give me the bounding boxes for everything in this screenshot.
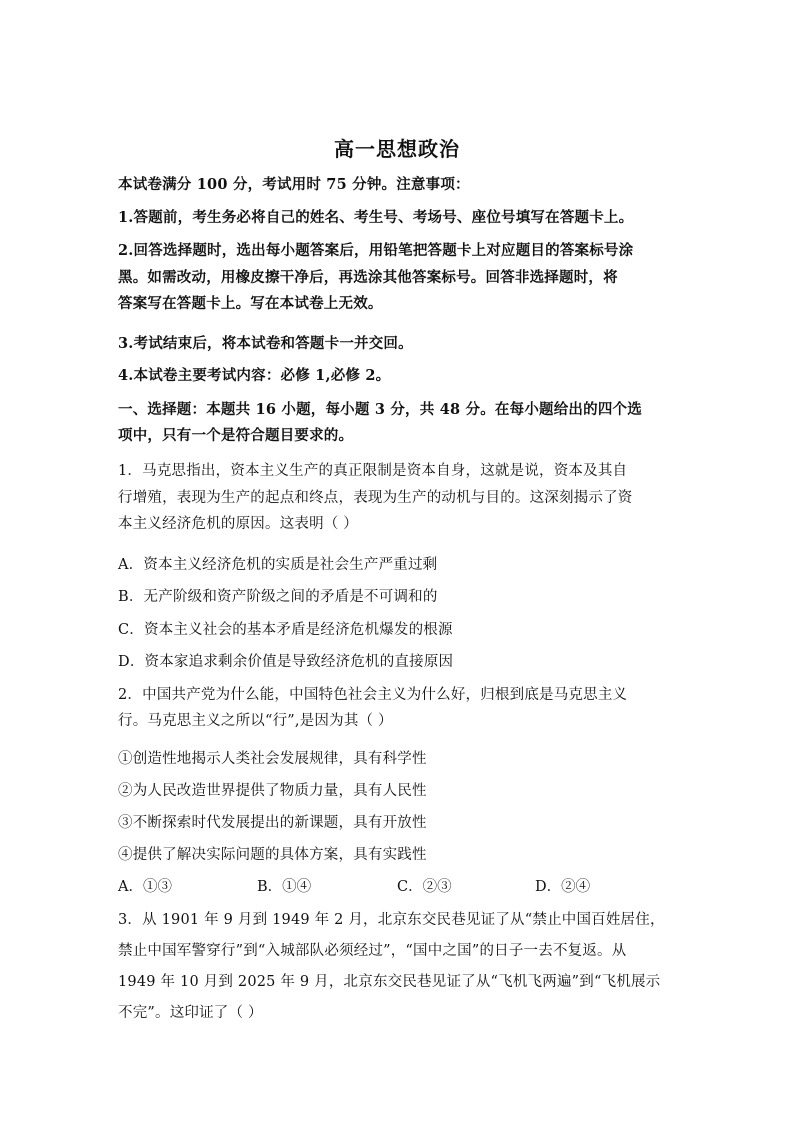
question-3-stem-line-2: 禁止中国军警穿行”到“入城部队必须经过”，“国中之国”的日子一去不复返。从 bbox=[118, 943, 627, 959]
question-2-statement-1: ①创造性地揭示人类社会发展规律，具有科学性 bbox=[118, 751, 427, 767]
question-2-option-a: A．①③ bbox=[118, 879, 172, 895]
question-1-stem-line-2: 行增殖，表现为生产的起点和终点，表现为生产的动机与目的。这深刻揭示了资 bbox=[118, 490, 633, 506]
question-1-option-b: B．无产阶级和资产阶级之间的矛盾是不可调和的 bbox=[118, 589, 438, 605]
question-2-option-d: D．②④ bbox=[535, 879, 591, 895]
question-3-stem-line-1: 3．从 1901 年 9 月到 1949 年 2 月，北京东交民巷见证了从“禁止中国百姓居住， bbox=[118, 912, 665, 928]
question-3-stem-line-3: 1949 年 10 月到 2025 年 9 月，北京东交民巷见证了从“飞机飞两遍”到“飞机展示 bbox=[118, 974, 661, 990]
question-2-statement-4: ④提供了解决实际问题的具体方案，具有实践性 bbox=[118, 847, 427, 863]
question-2-statement-3: ③不断探索时代发展提出的新课题，具有开放性 bbox=[118, 815, 427, 831]
question-2-stem-line-1: 2．中国共产党为什么能，中国特色社会主义为什么好，归根到底是马克思主义 bbox=[118, 687, 628, 703]
notice-item-4: 4.本试卷主要考试内容：必修 1,必修 2。 bbox=[118, 367, 391, 384]
question-2-statement-2: ②为人民改造世界提供了物质力量，具有人民性 bbox=[118, 783, 427, 799]
question-1-option-d: D．资本家追求剩余价值是导致经济危机的直接原因 bbox=[118, 654, 454, 670]
question-2-stem-line-2: 行。马克思主义之所以“行”,是因为其（ ） bbox=[118, 713, 393, 729]
notice-item-2-line-2: 黑。如需改动，用橡皮擦干净后，再选涂其他答案标号。回答非选择题时，将 bbox=[118, 269, 618, 286]
notice-item-1: 1.答题前，考生务必将自己的姓名、考生号、考场号、座位号填写在答题卡上。 bbox=[118, 209, 634, 226]
question-1-option-c: C．资本主义社会的基本矛盾是经济危机爆发的根源 bbox=[118, 622, 453, 638]
notice-item-2-line-1: 2.回答选择题时，选出每小题答案后，用铅笔把答题卡上对应题目的答案标号涂 bbox=[118, 242, 634, 259]
question-1-option-a: A．资本主义经济危机的实质是社会生产严重过剩 bbox=[118, 557, 438, 573]
question-2-option-b: B．①④ bbox=[257, 879, 312, 895]
page-title: 高一思想政治 bbox=[334, 137, 460, 161]
question-1-stem-line-3: 本主义经济危机的原因。这表明（ ） bbox=[118, 516, 359, 532]
notice-item-3: 3.考试结束后，将本试卷和答题卡一并交回。 bbox=[118, 335, 413, 352]
notice-intro: 本试卷满分 100 分，考试用时 75 分钟。注意事项： bbox=[118, 176, 470, 193]
question-1-stem-line-1: 1．马克思指出，资本主义生产的真正限制是资本自身，这就是说，资本及其自 bbox=[118, 463, 628, 479]
question-2-option-c: C．②③ bbox=[397, 879, 452, 895]
section-1-heading-line-2: 项中，只有一个是符合题目要求的。 bbox=[118, 427, 354, 444]
question-3-stem-line-4: 不完”。这印证了（ ） bbox=[118, 1005, 263, 1021]
notice-item-2-line-3: 答案写在答题卡上。写在本试卷上无效。 bbox=[118, 295, 383, 312]
section-1-heading-line-1: 一、选择题：本题共 16 小题，每小题 3 分，共 48 分。在每小题给出的四个选 bbox=[118, 401, 642, 418]
